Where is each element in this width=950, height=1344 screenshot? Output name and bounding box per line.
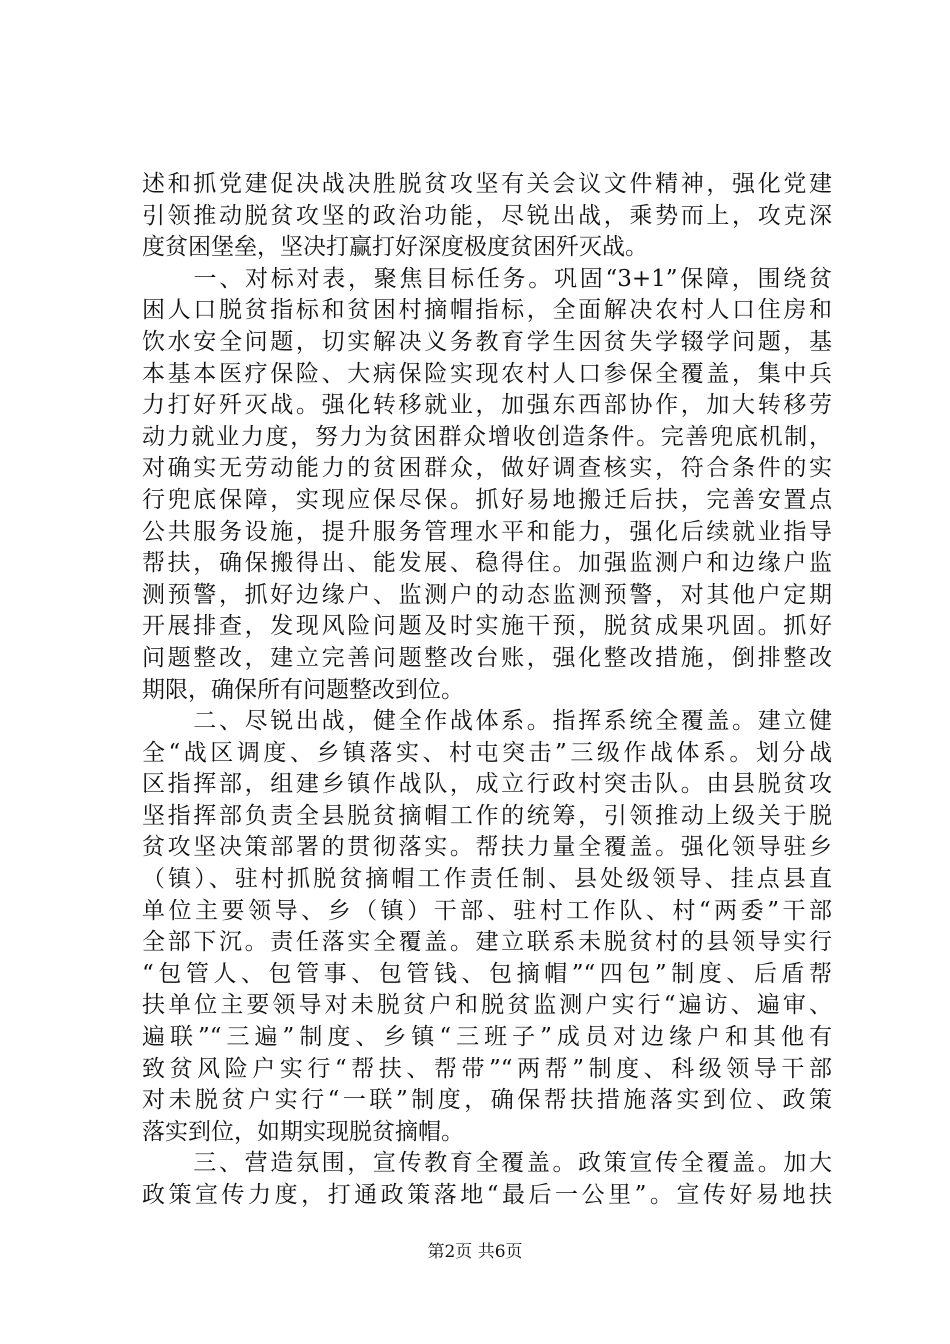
text-line: 对未脱贫户实行“一联”制度，确保帮扶措施落实到位、政策 (142, 1087, 832, 1114)
text-line: 公共服务设施，提升服务管理水平和能力，强化后续就业指导 (142, 518, 832, 545)
text-line: 贫攻坚决策部署的贯彻落实。帮扶力量全覆盖。强化领导驻乡 (142, 834, 832, 861)
text-line: 问题整改，建立完善问题整改台账，强化整改措施，倒排整改 (142, 644, 832, 671)
text-line: 区指挥部，组建乡镇作战队，成立行政村突击队。由县脱贫攻 (142, 771, 832, 798)
text-line: 测预警，抓好边缘户、监测户的动态监测预警，对其他户定期 (142, 581, 832, 608)
text-line: 全部下沉。责任落实全覆盖。建立联系未脱贫村的县领导实行 (142, 929, 832, 956)
text-line: 一、对标对表，聚焦目标任务。巩固“3+1”保障，围绕贫 (142, 265, 832, 292)
text-line: 本基本医疗保险、大病保险实现农村人口参保全覆盖，集中兵 (142, 360, 832, 387)
text-line: 二、尽锐出战，健全作战体系。指挥系统全覆盖。建立健 (142, 708, 832, 735)
text-line: 期限，确保所有问题整改到位。 (142, 676, 464, 703)
text-line: 全“战区调度、乡镇落实、村屯突击”三级作战体系。划分战 (142, 739, 832, 766)
text-line: 开展排查，发现风险问题及时实施干预，脱贫成果巩固。抓好 (142, 613, 832, 640)
text-line: 三、营造氛围，宣传教育全覆盖。政策宣传全覆盖。加大 (142, 1150, 832, 1177)
text-line: 述和抓党建促决战决胜脱贫攻坚有关会议文件精神，强化党建 (142, 171, 832, 197)
text-line: 度贫困堡垒，坚决打赢打好深度极度贫困歼灭战。 (142, 234, 648, 261)
text-line: 行兜底保障，实现应保尽保。抓好易地搬迁后扶，完善安置点 (142, 486, 832, 513)
body-text (142, 169, 832, 1212)
text-line: 单位主要领导、乡（镇）干部、驻村工作队、村“两委”干部 (142, 897, 832, 924)
text-line: 力打好歼灭战。强化转移就业，加强东西部协作，加大转移劳 (142, 392, 832, 419)
text-line: 致贫风险户实行“帮扶、帮带”“两帮”制度、科级领导干部 (142, 1055, 832, 1082)
text-line: 帮扶，确保搬得出、能发展、稳得住。加强监测户和边缘户监 (142, 550, 832, 577)
text-line: 遍联”“三遍”制度、乡镇“三班子”成员对边缘户和其他有 (142, 1024, 832, 1051)
text-line: 动力就业力度，努力为贫困群众增收创造条件。完善兜底机制， (142, 423, 832, 450)
text-line: 困人口脱贫指标和贫困村摘帽指标，全面解决农村人口住房和 (142, 297, 832, 324)
text-line: （镇）、驻村抓脱贫摘帽工作责任制、县处级领导、挂点县直 (142, 866, 832, 893)
text-line: “包管人、包管事、包管钱、包摘帽”“四包”制度、后盾帮 (142, 960, 832, 987)
text-line: 坚指挥部负责全县脱贫摘帽工作的统筹，引领推动上级关于脱 (142, 802, 832, 829)
text-line: 引领推动脱贫攻坚的政治功能，尽锐出战，乘势而上，攻克深 (142, 202, 832, 229)
text-line: 饮水安全问题，切实解决义务教育学生因贫失学辍学问题，基 (142, 328, 832, 355)
text-line: 政策宣传力度，打通政策落地“最后一公里”。宣传好易地扶 (142, 1182, 832, 1208)
text-line: 对确实无劳动能力的贫困群众，做好调查核实，符合条件的实 (142, 455, 832, 482)
text-line: 落实到位，如期实现脱贫摘帽。 (142, 1118, 464, 1145)
page-footer: 第2页 共6页 (427, 1242, 523, 1262)
text-line: 扶单位主要领导对未脱贫户和脱贫监测户实行“遍访、遍审、 (142, 992, 832, 1019)
